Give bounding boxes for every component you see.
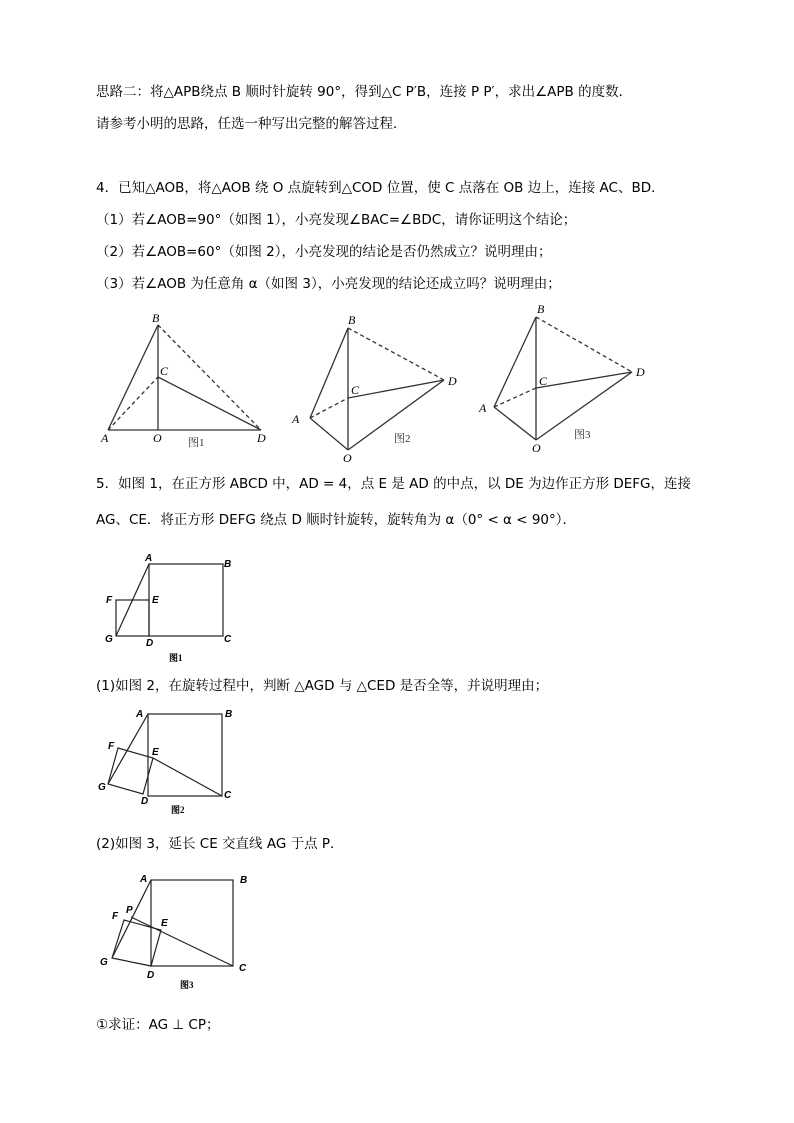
text-line-instruction: 请参考小明的思路，任选一种写出完整的解答过程．: [96, 116, 407, 132]
q5-figure-3: [96, 868, 266, 998]
text-line-approach-two: 思路二：将△APB绕点 B 顺时针旋转 90°，得到△C P′B，连接 P P′，求出∠APB 的度数．: [96, 84, 633, 100]
q5f1-label-e: E: [152, 595, 159, 606]
q4f2-caption: 图2: [394, 433, 411, 445]
q4f2-label-b: B: [348, 313, 356, 327]
question-4-part-1: （1）若∠AOB=90°（如图 1），小亮发现∠BAC=∠BDC，请你证明这个结论；: [96, 212, 577, 228]
q5f2-label-a: A: [136, 709, 144, 720]
q5f1-label-b: B: [224, 559, 232, 570]
q5f3-label-e: E: [161, 918, 168, 929]
q5f3-caption: 图3: [180, 980, 194, 990]
q4f1-label-d: D: [257, 431, 266, 445]
q4f1-label-b: B: [152, 311, 160, 325]
q5-figure-1: [100, 552, 240, 667]
question-5-stem-2: AG、CE．将正方形 DEFG 绕点 D 顺时针旋转，旋转角为 α（0° < α < 90°）．: [96, 512, 577, 528]
q4f1-caption: 图1: [188, 437, 205, 449]
question-5-part-2: (2)如图 3，延长 CE 交直线 AG 于点 P．: [96, 836, 344, 852]
q4-figure-1: [96, 305, 281, 455]
q4f3-caption: 图3: [574, 429, 591, 441]
q5f1-label-g: G: [105, 634, 113, 645]
q5f3-label-p: P: [126, 905, 133, 916]
question-4-stem: 4．已知△AOB，将△AOB 绕 O 点旋转到△COD 位置，使 C 点落在 OB 边上，连接 AC、BD．: [96, 180, 665, 196]
q4f3-label-c: C: [539, 374, 548, 388]
q4f3-label-b: B: [537, 302, 545, 316]
q5f1-label-c: C: [224, 634, 232, 645]
q5f2-label-e: E: [152, 747, 159, 758]
q4f2-label-a: A: [292, 412, 300, 426]
question-5-part-2-1: ①求证：AG ⊥ CP；: [96, 1017, 220, 1033]
q4f1-label-c: C: [160, 364, 169, 378]
q4f3-label-o: O: [532, 441, 541, 455]
q5f2-label-f: F: [108, 741, 115, 752]
q4f1-label-o: O: [153, 431, 162, 445]
q4f2-label-o: O: [343, 451, 352, 465]
q5f3-label-c: C: [239, 963, 247, 974]
q5f2-label-b: B: [225, 709, 233, 720]
question-5-part-1: (1)如图 2，在旋转过程中，判断 △AGD 与 △CED 是否全等，并说明理由；: [96, 678, 549, 694]
q4f1-label-a: A: [101, 431, 109, 445]
q4f3-label-d: D: [636, 365, 645, 379]
q4f2-label-c: C: [351, 383, 360, 397]
q4-figure-2: [286, 310, 466, 465]
q5f3-label-g: G: [100, 957, 108, 968]
q5f1-label-f: F: [106, 595, 113, 606]
q5f1-caption: 图1: [169, 653, 183, 663]
q5f3-label-f: F: [112, 911, 119, 922]
q5f2-caption: 图2: [171, 805, 185, 815]
q5f1-label-d: D: [146, 638, 154, 649]
q5f3-label-a: A: [140, 874, 148, 885]
q5f1-label-a: A: [145, 553, 153, 564]
q5f3-label-b: B: [240, 875, 248, 886]
q5f2-label-g: G: [98, 782, 106, 793]
q5f2-label-c: C: [224, 790, 232, 801]
q5f2-label-d: D: [141, 796, 149, 807]
q5-figure-2: [96, 706, 246, 821]
q5f3-label-d: D: [147, 970, 155, 981]
question-5-stem-1: 5．如图 1，在正方形 ABCD 中，AD = 4，点 E 是 AD 的中点，以 DE 为边作正方形 DEFG，连接: [96, 476, 692, 492]
q4f2-label-d: D: [448, 374, 457, 388]
q4f3-label-a: A: [479, 401, 487, 415]
question-4-part-2: （2）若∠AOB=60°（如图 2），小亮发现的结论是否仍然成立？说明理由；: [96, 244, 552, 260]
question-4-part-3: （3）若∠AOB 为任意角 α（如图 3），小亮发现的结论还成立吗？说明理由；: [96, 276, 561, 292]
q4-figure-3: [474, 300, 654, 455]
